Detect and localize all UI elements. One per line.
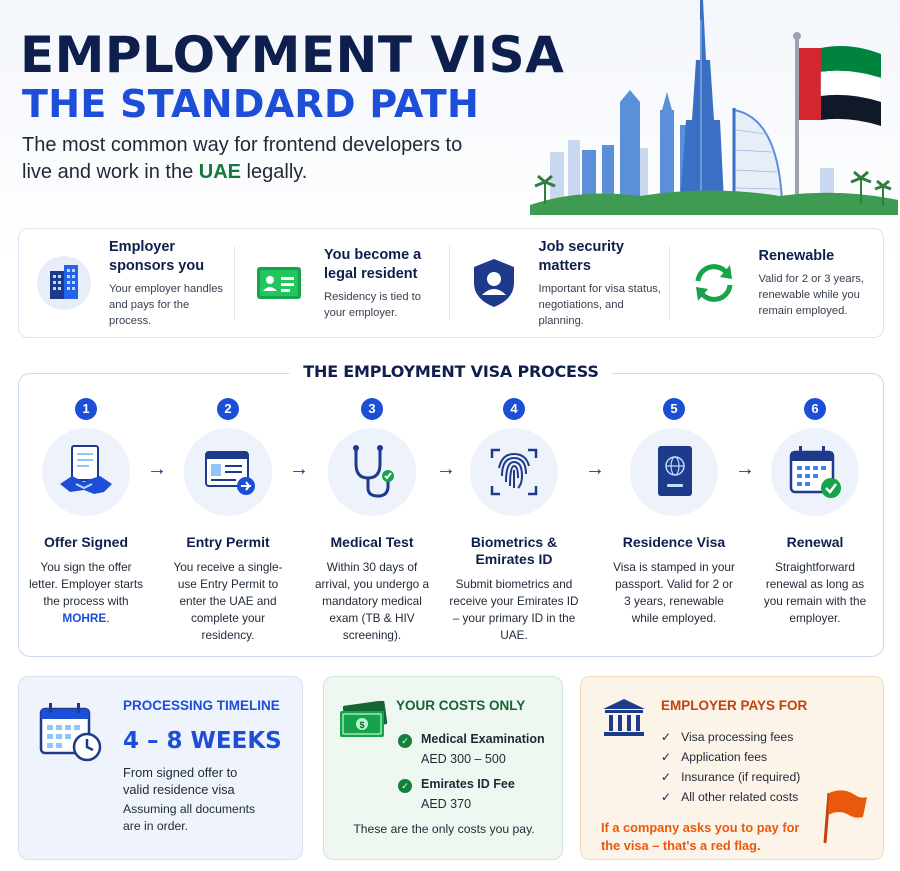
checkmark-icon: ✓ — [661, 730, 672, 744]
bank-building-icon — [601, 697, 647, 744]
timeline-duration: 4 – 8 WEEKS — [123, 728, 282, 754]
handshake-document-icon — [42, 428, 130, 516]
timeline-heading: PROCESSING TIMELINE — [123, 698, 280, 713]
step-desc — [16, 559, 156, 627]
list-item-text: All other related costs — [681, 790, 799, 804]
stethoscope-icon — [328, 428, 416, 516]
checkmark-icon: ✓ — [661, 790, 672, 804]
passport-icon — [630, 428, 718, 516]
list-item-text: Application fees — [681, 750, 768, 764]
cost-label: Medical Examination — [421, 732, 545, 746]
dubai-skyline-illustration — [520, 0, 900, 215]
process-step-offer-signed — [16, 398, 156, 627]
step-title: Medical Test — [330, 534, 414, 550]
calendar-check-icon — [771, 428, 859, 516]
process-step-entry-permit — [158, 398, 298, 644]
step-desc: Submit biometrics and receive your Emirates ID – your primary ID in the UAE. — [449, 577, 579, 642]
check-circle-icon: ✓ — [398, 734, 412, 748]
list-item-text: Visa processing fees — [681, 730, 794, 744]
cost-label: Emirates ID Fee — [421, 777, 515, 791]
header — [0, 0, 900, 220]
employer-heading: EMPLOYER PAYS FOR — [661, 698, 808, 713]
benefit-legal-resident — [234, 242, 449, 324]
intro-text — [22, 132, 482, 186]
costs-footer: These are the only costs you pay. — [353, 822, 535, 836]
page-subtitle-heading: THE STANDARD PATH — [22, 82, 480, 126]
timeline-note: Assuming all documents are in order. — [123, 802, 256, 833]
benefit-desc: Residency is tied to your employer. — [324, 290, 422, 319]
employer-pays-list — [661, 727, 800, 807]
process-step-residence-visa — [604, 398, 744, 627]
checkmark-icon: ✓ — [661, 750, 672, 764]
id-card-icon — [250, 254, 308, 312]
intro-text-part2: legally. — [241, 161, 308, 183]
fingerprint-icon — [470, 428, 558, 516]
checkmark-icon: ✓ — [661, 770, 672, 784]
step-title: Renewal — [786, 534, 844, 550]
benefit-renewable — [669, 242, 884, 324]
benefit-title: You become a legal resident — [324, 246, 422, 282]
step-number: 2 — [217, 398, 239, 420]
step-number: 5 — [663, 398, 685, 420]
list-item-text: Insurance (if required) — [681, 770, 801, 784]
step-desc: You receive a single-use Entry Permit to enter the UAE and complete your residency. — [173, 560, 283, 642]
cost-item — [421, 732, 545, 766]
benefit-desc: Important for visa status, negotiations, and planning. — [538, 282, 661, 327]
office-building-icon — [35, 254, 93, 312]
step-number: 4 — [503, 398, 525, 420]
cost-value: AED 300 – 500 — [421, 752, 506, 766]
benefit-title: Employer sponsors you — [109, 238, 205, 274]
intro-text-part1: The most common way for frontend developers to live and work in the — [22, 134, 463, 183]
costs-card — [323, 676, 563, 860]
step-desc: Within 30 days of arrival, you undergo a mandatory medical exam (TB & HIV screening). — [314, 560, 430, 642]
benefit-job-security — [449, 238, 669, 327]
arrow-icon: → — [735, 458, 755, 480]
list-item — [661, 787, 800, 807]
process-title: THE EMPLOYMENT VISA PROCESS — [289, 362, 612, 381]
step-number: 3 — [361, 398, 383, 420]
process-step-medical-test — [302, 398, 442, 644]
list-item — [661, 747, 800, 767]
red-flag-icon — [821, 787, 871, 852]
step-number: 1 — [75, 398, 97, 420]
step-desc-text: You sign the offer letter. Employer starts the process with — [28, 560, 144, 608]
uae-flag-icon — [799, 46, 881, 126]
benefit-desc: Valid for 2 or 3 years, renewable while you remain employed. — [758, 273, 864, 317]
arrow-icon: → — [585, 458, 605, 480]
benefit-desc: Your employer handles and pays for the process. — [109, 282, 224, 327]
list-item — [661, 727, 800, 747]
mohre-highlight: MOHRE — [62, 611, 107, 625]
step-title: Offer Signed — [43, 534, 128, 550]
arrow-icon: → — [436, 458, 456, 480]
arrow-icon: → — [147, 458, 167, 480]
timeline-description: From signed offer to valid residence visa — [123, 765, 238, 797]
timeline-card — [18, 676, 303, 860]
intro-uae-highlight: UAE — [198, 161, 241, 183]
shield-user-icon — [465, 254, 523, 312]
arrow-icon: → — [289, 458, 309, 480]
step-number: 6 — [804, 398, 826, 420]
page-title: EMPLOYMENT VISA — [20, 26, 565, 84]
employer-pays-card — [580, 676, 884, 860]
step-desc-end: . — [106, 611, 110, 625]
renew-arrows-icon — [685, 254, 743, 312]
svg-text:$: $ — [359, 720, 365, 730]
step-title: Biometrics & Emirates ID — [470, 534, 558, 567]
process-step-biometrics — [444, 398, 584, 644]
list-item — [661, 767, 800, 787]
red-flag-warning: If a company asks you to pay for the visa – that's a red flag. — [601, 820, 800, 853]
benefit-title: Renewable — [758, 248, 835, 264]
benefit-title: Job security matters — [538, 238, 624, 274]
step-desc: Visa is stamped in your passport. Valid for 2 or 3 years, renewable while employed. — [613, 560, 735, 625]
cost-value: AED 370 — [421, 797, 472, 811]
benefit-employer-sponsors — [19, 238, 234, 327]
process-step-renewal — [745, 398, 885, 627]
step-desc: Straightforward renewal as long as you remain with the employer. — [763, 560, 867, 625]
benefits-panel — [18, 228, 884, 338]
check-circle-icon: ✓ — [398, 779, 412, 793]
money-icon — [338, 701, 388, 746]
step-title: Entry Permit — [186, 534, 270, 550]
entry-permit-icon — [184, 428, 272, 516]
visa-process-panel — [18, 362, 884, 657]
step-title: Residence Visa — [622, 534, 726, 550]
costs-heading: YOUR COSTS ONLY — [396, 698, 526, 713]
cost-item — [421, 777, 515, 811]
calendar-clock-icon — [39, 703, 105, 768]
